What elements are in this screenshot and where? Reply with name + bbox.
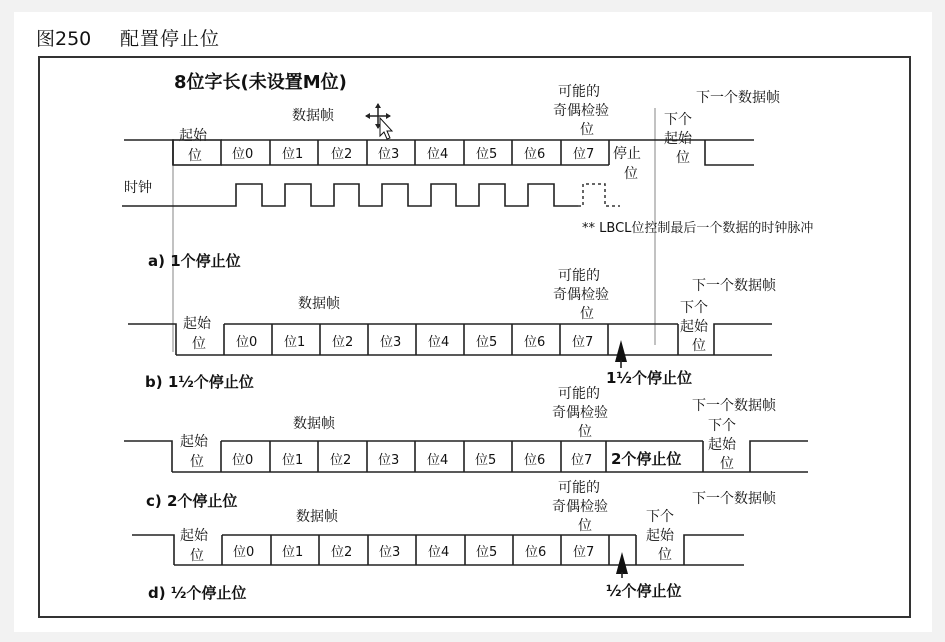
caption-d: d) ½个停止位: [148, 584, 247, 602]
start-bit-label-1: 起始: [179, 128, 207, 144]
bit-1-label: 位1: [284, 335, 306, 350]
parity-label-1: 可能的: [558, 84, 600, 100]
next-data-frame-label: 下一个数据帧: [696, 90, 780, 106]
next-start-label-1: 下个: [680, 300, 708, 316]
bit-0-label: 位0: [233, 545, 255, 560]
bit-3-label: 位3: [378, 453, 400, 468]
next-start-label-2: 起始: [664, 131, 692, 147]
parity-label-1: 可能的: [558, 386, 600, 402]
bit-7-label: 位7: [571, 453, 593, 468]
bit-6-label: 位6: [525, 545, 547, 560]
next-start-label-3: 位: [658, 547, 672, 563]
bit-1-label: 位1: [282, 147, 304, 162]
bit-0-label: 位0: [232, 147, 254, 162]
bit-7-label: 位7: [573, 545, 595, 560]
parity-label-1: 可能的: [558, 480, 600, 496]
bit-3-label: 位3: [379, 545, 401, 560]
bit-6-label: 位6: [524, 453, 546, 468]
parity-label-3: 位: [578, 424, 592, 440]
next-start-label-3: 位: [720, 456, 734, 472]
move-cursor-icon: [365, 103, 392, 139]
next-start-label-1: 下个: [646, 509, 674, 525]
start-bit-label-1: 起始: [180, 528, 208, 544]
stop-label-c: 2个停止位: [611, 450, 682, 468]
next-start-label-3: 位: [676, 150, 690, 166]
next-data-frame-label: 下一个数据帧: [692, 278, 776, 294]
bit-4-label: 位4: [427, 453, 449, 468]
data-frame-label: 数据帧: [298, 296, 340, 312]
bit-6-label: 位6: [524, 147, 546, 162]
row-b: [128, 267, 777, 391]
diagram-heading: 8位字长(未设置M位): [174, 72, 347, 93]
next-start-label-2: 起始: [646, 528, 674, 544]
parity-label-2: 奇偶检验: [552, 405, 608, 421]
caption-c: c) 2个停止位: [146, 492, 238, 510]
bit-5-label: 位5: [476, 335, 498, 350]
data-frame-label: 数据帧: [296, 509, 338, 525]
bit-7-label: 位7: [573, 147, 595, 162]
parity-label-3: 位: [580, 122, 594, 138]
start-bit-label-2: 位: [190, 454, 204, 470]
clock-last-pulse-dashed: [578, 184, 620, 206]
stop-label-d: ½个停止位: [606, 582, 682, 600]
bit-4-label: 位4: [428, 545, 450, 560]
stop-arrow: [615, 340, 627, 362]
parity-label-3: 位: [580, 306, 594, 322]
bit-1-label: 位1: [282, 545, 304, 560]
bit-2-label: 位2: [332, 335, 354, 350]
next-start-label-1: 下个: [708, 418, 736, 434]
stop-label-b: 1½个停止位: [606, 369, 692, 387]
bit-2-label: 位2: [331, 545, 353, 560]
bit-0-label: 位0: [232, 453, 254, 468]
bit-2-label: 位2: [331, 147, 353, 162]
figure-title: 配置停止位: [120, 28, 221, 50]
parity-label-2: 奇偶检验: [552, 499, 608, 515]
parity-label-1: 可能的: [558, 268, 600, 284]
lbcl-note: ** LBCL位控制最后一个数据的时钟脉冲: [582, 221, 814, 236]
stop-bit-label-2: 位: [624, 166, 638, 182]
clock-waveform: [122, 184, 578, 206]
data-frame-label: 数据帧: [292, 108, 334, 124]
caption-a: a) 1个停止位: [148, 252, 241, 270]
next-start-label-1: 下个: [664, 112, 692, 128]
stop-bit-label-1: 停止: [613, 146, 641, 162]
bit-4-label: 位4: [428, 335, 450, 350]
next-data-frame-label: 下一个数据帧: [692, 398, 776, 414]
bit-1-label: 位1: [282, 453, 304, 468]
bit-2-label: 位2: [330, 453, 352, 468]
caption-b: b) 1½个停止位: [145, 373, 254, 391]
bit-3-label: 位3: [380, 335, 402, 350]
bit-3-label: 位3: [378, 147, 400, 162]
bit-0-label: 位0: [236, 335, 258, 350]
row-a: [122, 83, 813, 270]
next-data-frame-label: 下一个数据帧: [692, 491, 776, 507]
bit-7-label: 位7: [572, 335, 594, 350]
start-bit-label-2: 位: [190, 548, 204, 564]
stop-arrow: [616, 552, 628, 574]
next-start-label-2: 起始: [680, 319, 708, 335]
parity-label-2: 奇偶检验: [553, 103, 609, 119]
bit-5-label: 位5: [475, 453, 497, 468]
bit-6-label: 位6: [524, 335, 546, 350]
figure-number: 图250: [36, 28, 92, 50]
start-bit-label-2: 位: [188, 148, 202, 164]
bit-5-label: 位5: [476, 545, 498, 560]
parity-label-3: 位: [578, 518, 592, 534]
idle-line: [124, 140, 173, 165]
parity-label-2: 奇偶检验: [553, 287, 609, 303]
clock-label: 时钟: [124, 180, 152, 196]
start-bit-label-1: 起始: [183, 316, 211, 332]
start-bit-label-2: 位: [192, 336, 206, 352]
next-start-label-2: 起始: [708, 437, 736, 453]
data-frame-label: 数据帧: [293, 416, 335, 432]
next-start-label-3: 位: [692, 338, 706, 354]
bit-5-label: 位5: [476, 147, 498, 162]
bit-4-label: 位4: [427, 147, 449, 162]
start-bit-label-1: 起始: [180, 434, 208, 450]
